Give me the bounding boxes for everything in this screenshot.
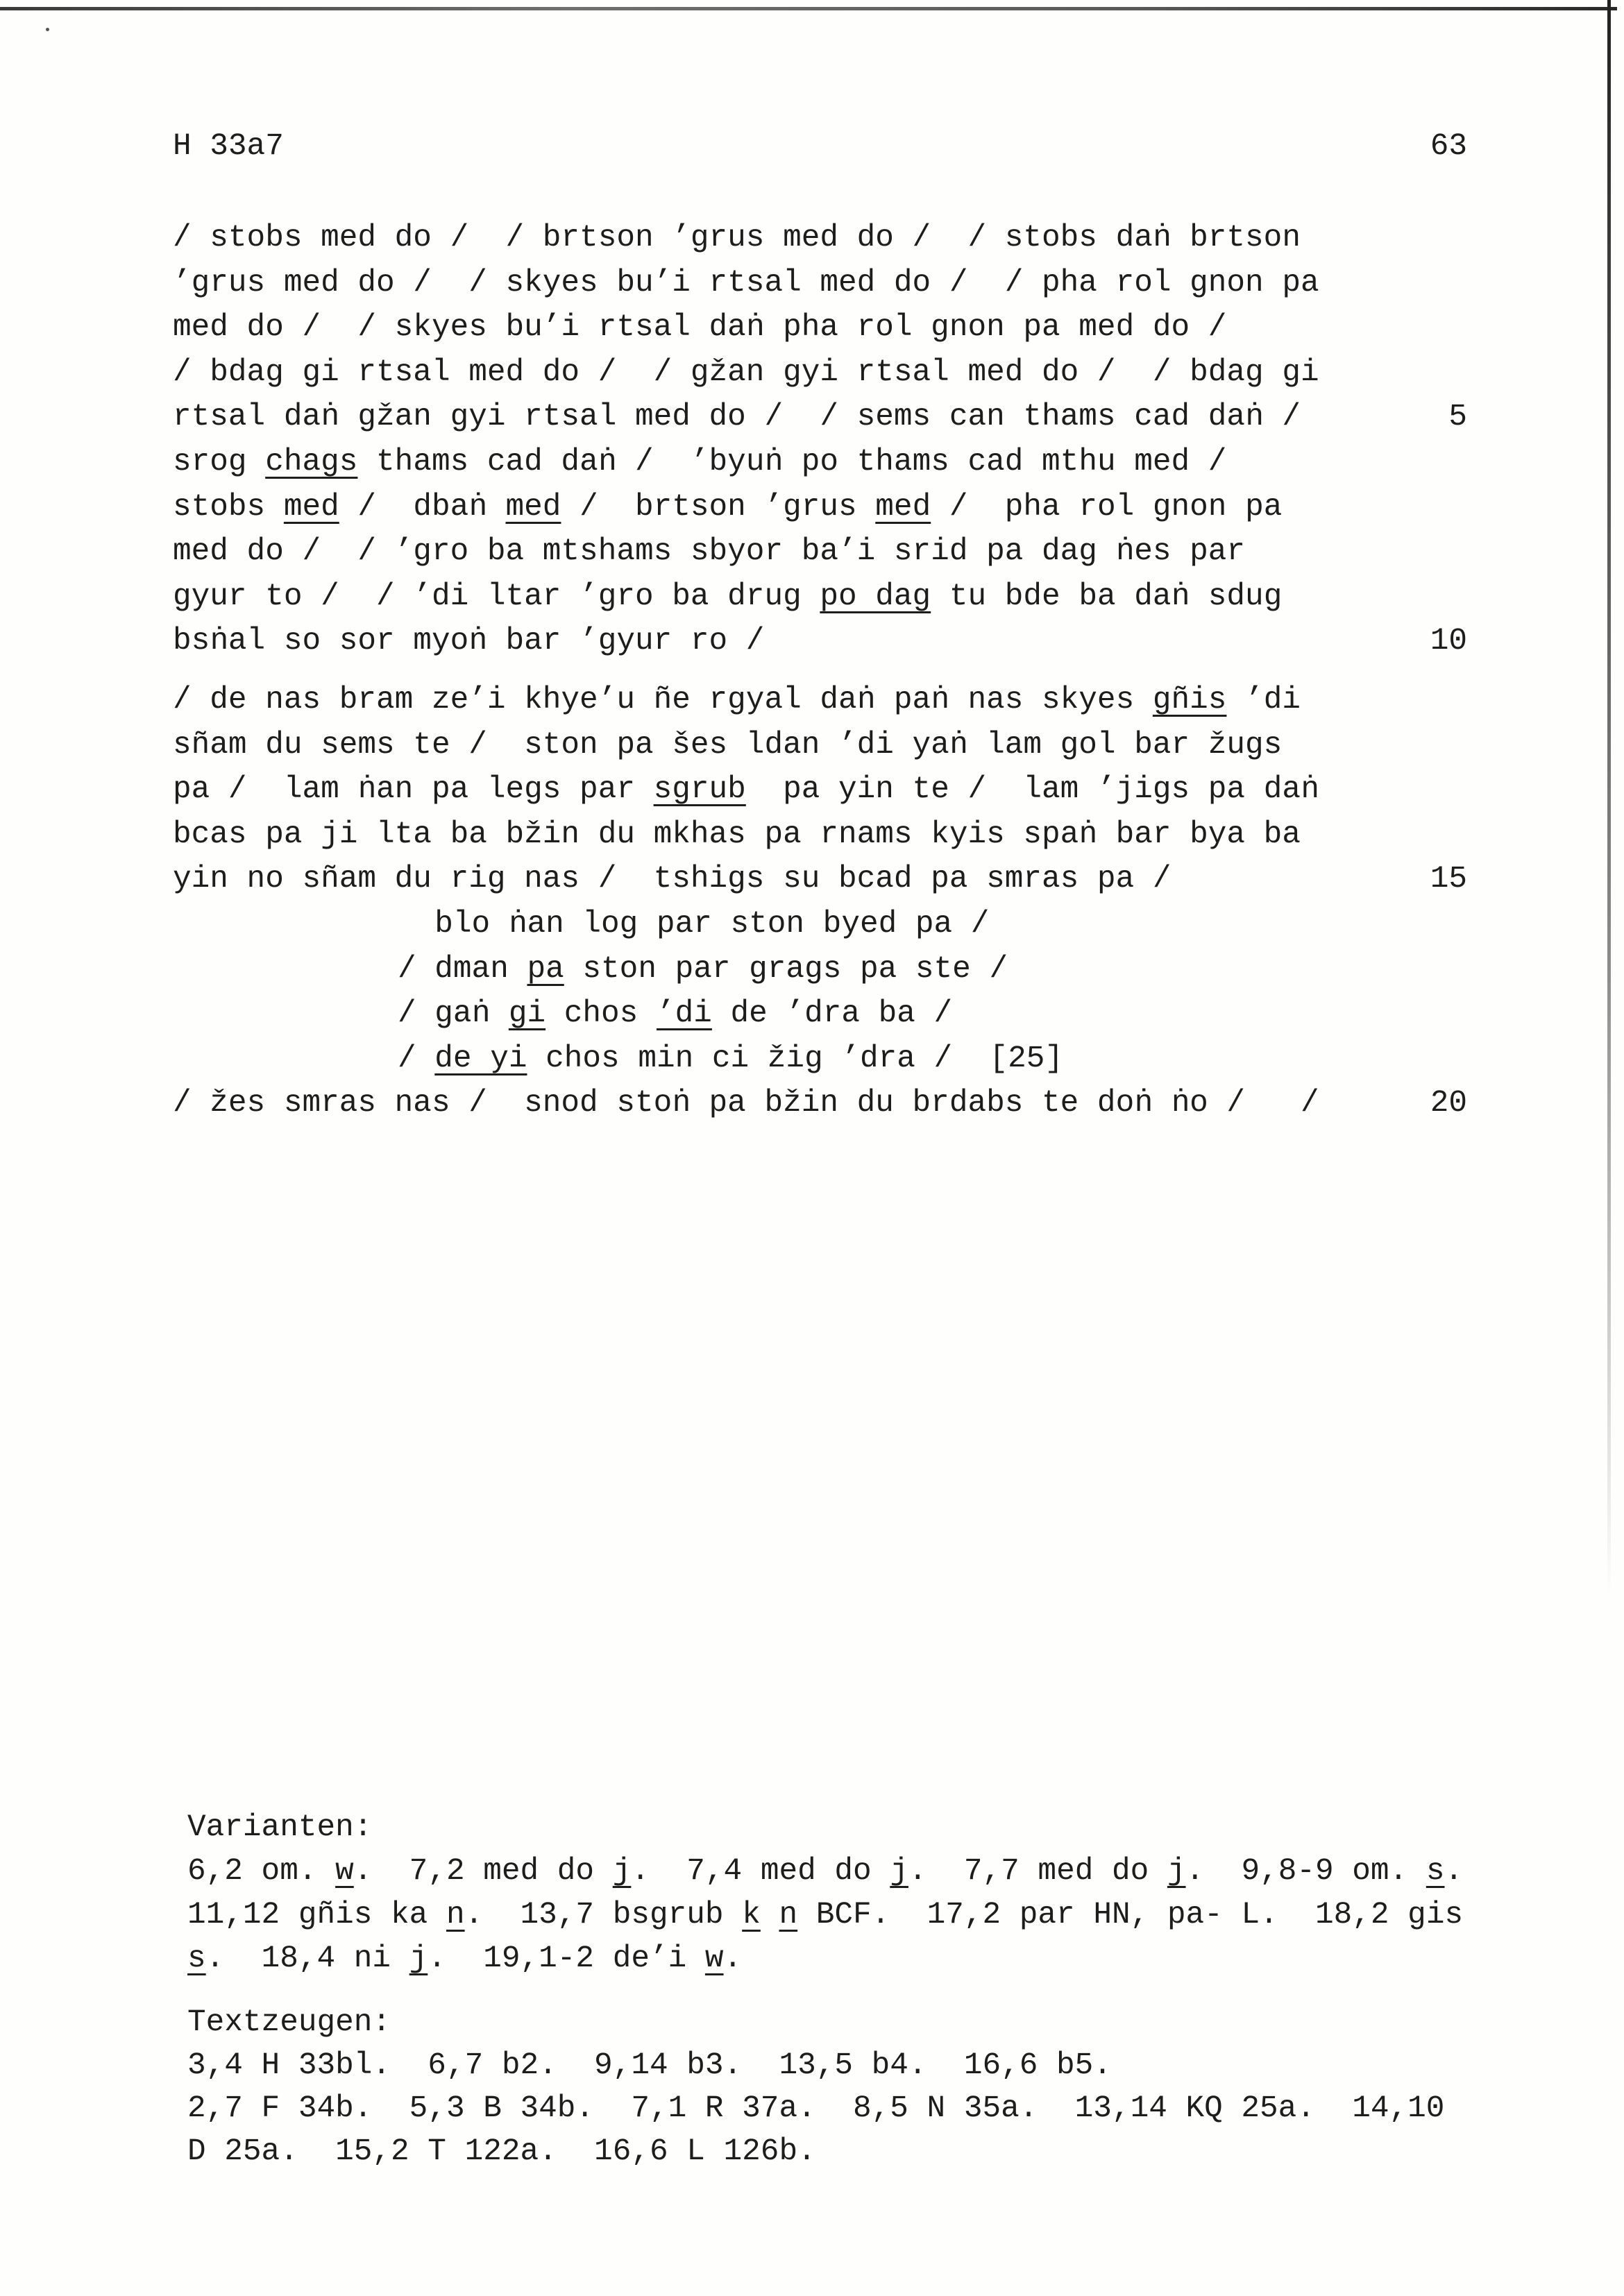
text-segment [761, 1898, 779, 1932]
line-number: 10 [1430, 624, 1467, 659]
underlined-text: ’di [656, 996, 712, 1032]
text-segment: . 19,1-2 de’i [428, 1941, 705, 1976]
text-line [173, 678, 1467, 723]
text-line [173, 261, 1467, 306]
text-segment: . [723, 1941, 743, 1976]
main-text [173, 216, 1467, 1126]
witness-entry-line [187, 2130, 1506, 2173]
underlined-text: gñis [1152, 682, 1227, 717]
text-line [173, 575, 1467, 620]
scan-edge-top [0, 7, 1617, 10]
text-line [173, 305, 1467, 350]
text-segment: / žes smras nas / snod stoṅ pa bžin du brdabs te doṅ ṅo / / [173, 1086, 1319, 1121]
text-segment: stobs [173, 489, 284, 525]
text-segment: rtsal daṅ gžan gyi rtsal med do / / sems can thams cad daṅ / [173, 400, 1301, 435]
underlined-text: s [1426, 1854, 1445, 1889]
text-segment: BCF. 17,2 par HN, pa- L. 18,2 gis [797, 1898, 1464, 1932]
text-segment: chos min ci žig ’dra / [25] [527, 1041, 1064, 1076]
text-segment: ’grus med do / / skyes bu’i rtsal med do / / pha rol gnon pa [173, 265, 1319, 300]
text-segment: med do / / ’gro ba mtshams sbyor ba’i srid pa dag ṅes par [173, 534, 1246, 570]
text-segment: . 18,4 ni [205, 1941, 409, 1976]
text-line [173, 529, 1467, 575]
text-segment: 3,4 H 33bl. 6,7 b2. 9,14 b3. 13,5 b4. 16,6 b5. [187, 2048, 1112, 2083]
text-segment: 2,7 F 34b. 5,3 B 34b. 7,1 R 37a. 8,5 N 35a. 13,14 KQ 25a. 14,10 [187, 2091, 1445, 2126]
scan-speck [46, 28, 49, 31]
text-line [173, 1081, 1467, 1126]
text-line [173, 619, 1467, 664]
variant-entry-line [187, 1850, 1506, 1894]
witnesses-heading: Textzeugen: [187, 2005, 391, 2040]
text-segment: 11,12 gñis ka [187, 1898, 446, 1932]
variants-heading: Varianten: [187, 1810, 373, 1845]
critical-apparatus [187, 1806, 1506, 2173]
witnesses-list [187, 2044, 1506, 2173]
text-segment: / dman [398, 951, 527, 987]
text-segment: blo ṅan log par ston byed pa / [434, 906, 990, 942]
underlined-text: j [1167, 1854, 1186, 1889]
text-segment: ston par grags pa ste / [564, 951, 1008, 987]
underlined-text: de yi [434, 1041, 527, 1076]
variants-section [187, 1806, 1506, 1981]
text-segment: bsṅal so sor myoṅ bar ’gyur ro / [173, 624, 765, 659]
underlined-text: j [409, 1941, 428, 1976]
text-segment: yin no sñam du rig nas / tshigs su bcad pa smras pa / [173, 862, 1172, 897]
text-segment: pa yin te / lam ’jigs pa daṅ [745, 772, 1319, 808]
text-segment: / brtson ’grus [561, 489, 876, 525]
text-segment: tu bde ba daṅ sdug [931, 579, 1283, 614]
text-segment: / stobs med do / / brtson ’grus med do / / stobs daṅ brtson [173, 221, 1301, 255]
underlined-text: med [505, 489, 561, 525]
witness-entry-line [187, 2087, 1506, 2130]
text-line [173, 813, 1467, 858]
text-segment: . 13,7 bsgrub [464, 1898, 743, 1932]
text-line [173, 395, 1467, 440]
underlined-text: med [283, 489, 339, 525]
underlined-text: w [335, 1854, 354, 1889]
underlined-text: sgrub [653, 772, 746, 808]
variant-entry-line [187, 1894, 1506, 1937]
text-segment: / bdag gi rtsal med do / / gžan gyi rtsal med do / / bdag gi [173, 355, 1319, 390]
text-line [173, 1037, 1467, 1082]
text-line [173, 485, 1467, 530]
text-segment: / gaṅ [398, 996, 509, 1032]
scan-edge-right [1607, 0, 1611, 1596]
text-segment: de ’dra ba / [711, 996, 953, 1032]
text-segment: D 25a. 15,2 T 122a. 16,6 L 126b. [187, 2134, 816, 2169]
text-segment: chos [545, 996, 657, 1032]
text-line [173, 216, 1467, 261]
text-line [173, 350, 1467, 396]
text-line [173, 992, 1467, 1037]
text-segment: / [398, 1041, 435, 1076]
underlined-text: k [742, 1898, 761, 1932]
text-segment: pa / lam ṅan pa legs par [173, 772, 654, 808]
text-segment: . [1444, 1854, 1464, 1889]
text-segment: srog [173, 444, 266, 479]
underlined-text: chags [265, 444, 358, 479]
text-segment: / dbaṅ [339, 489, 506, 525]
text-line [173, 767, 1467, 813]
text-line [173, 902, 1467, 947]
underlined-text: pa [527, 951, 564, 987]
text-segment: bcas pa ji lta ba bžin du mkhas pa rnams kyis spaṅ bar bya ba [173, 817, 1301, 852]
underlined-text: s [187, 1941, 206, 1976]
underlined-text: w [704, 1941, 724, 1976]
text-segment: sñam du sems te / ston pa šes ldan ’di yaṅ lam gol bar žugs [173, 727, 1283, 763]
text-segment: gyur to / / ’di ltar ’gro ba drug [173, 579, 820, 614]
text-segment: ’di [1226, 682, 1301, 717]
text-segment: med do / / skyes bu’i rtsal daṅ pha rol gnon pa med do / [173, 310, 1227, 346]
variants-list [187, 1850, 1506, 1981]
line-number: 5 [1448, 400, 1467, 435]
text-line [173, 440, 1467, 485]
line-number: 20 [1430, 1086, 1467, 1121]
text-segment: . 7,4 med do [631, 1854, 890, 1889]
text-segment: / pha rol gnon pa [931, 489, 1283, 525]
page-number: 63 [1430, 129, 1467, 164]
variant-entry-line [187, 1937, 1506, 1981]
paragraph [173, 678, 1467, 1126]
witness-entry-line [187, 2044, 1506, 2087]
underlined-text: po dag [820, 579, 931, 614]
text-segment: thams cad daṅ / ’byuṅ po thams cad mthu med / [357, 444, 1227, 479]
folio-reference: H 33a7 [173, 129, 284, 164]
underlined-text: med [875, 489, 931, 525]
text-segment: / de nas bram ze’i khye’u ñe rgyal daṅ paṅ nas skyes [173, 682, 1153, 717]
text-line [173, 947, 1467, 992]
text-segment: . 7,2 med do [353, 1854, 613, 1889]
underlined-text: n [446, 1898, 465, 1932]
underlined-text: j [890, 1854, 908, 1889]
text-segment: . 7,7 med do [908, 1854, 1167, 1889]
text-line [173, 723, 1467, 768]
underlined-text: gi [508, 996, 546, 1032]
paragraph [173, 216, 1467, 664]
text-segment: 6,2 om. [187, 1854, 336, 1889]
witnesses-section [187, 2001, 1506, 2173]
underlined-text: j [612, 1854, 632, 1889]
underlined-text: n [779, 1898, 798, 1932]
text-line [173, 857, 1467, 902]
line-number: 15 [1430, 862, 1467, 897]
text-segment: . 9,8-9 om. [1185, 1854, 1426, 1889]
